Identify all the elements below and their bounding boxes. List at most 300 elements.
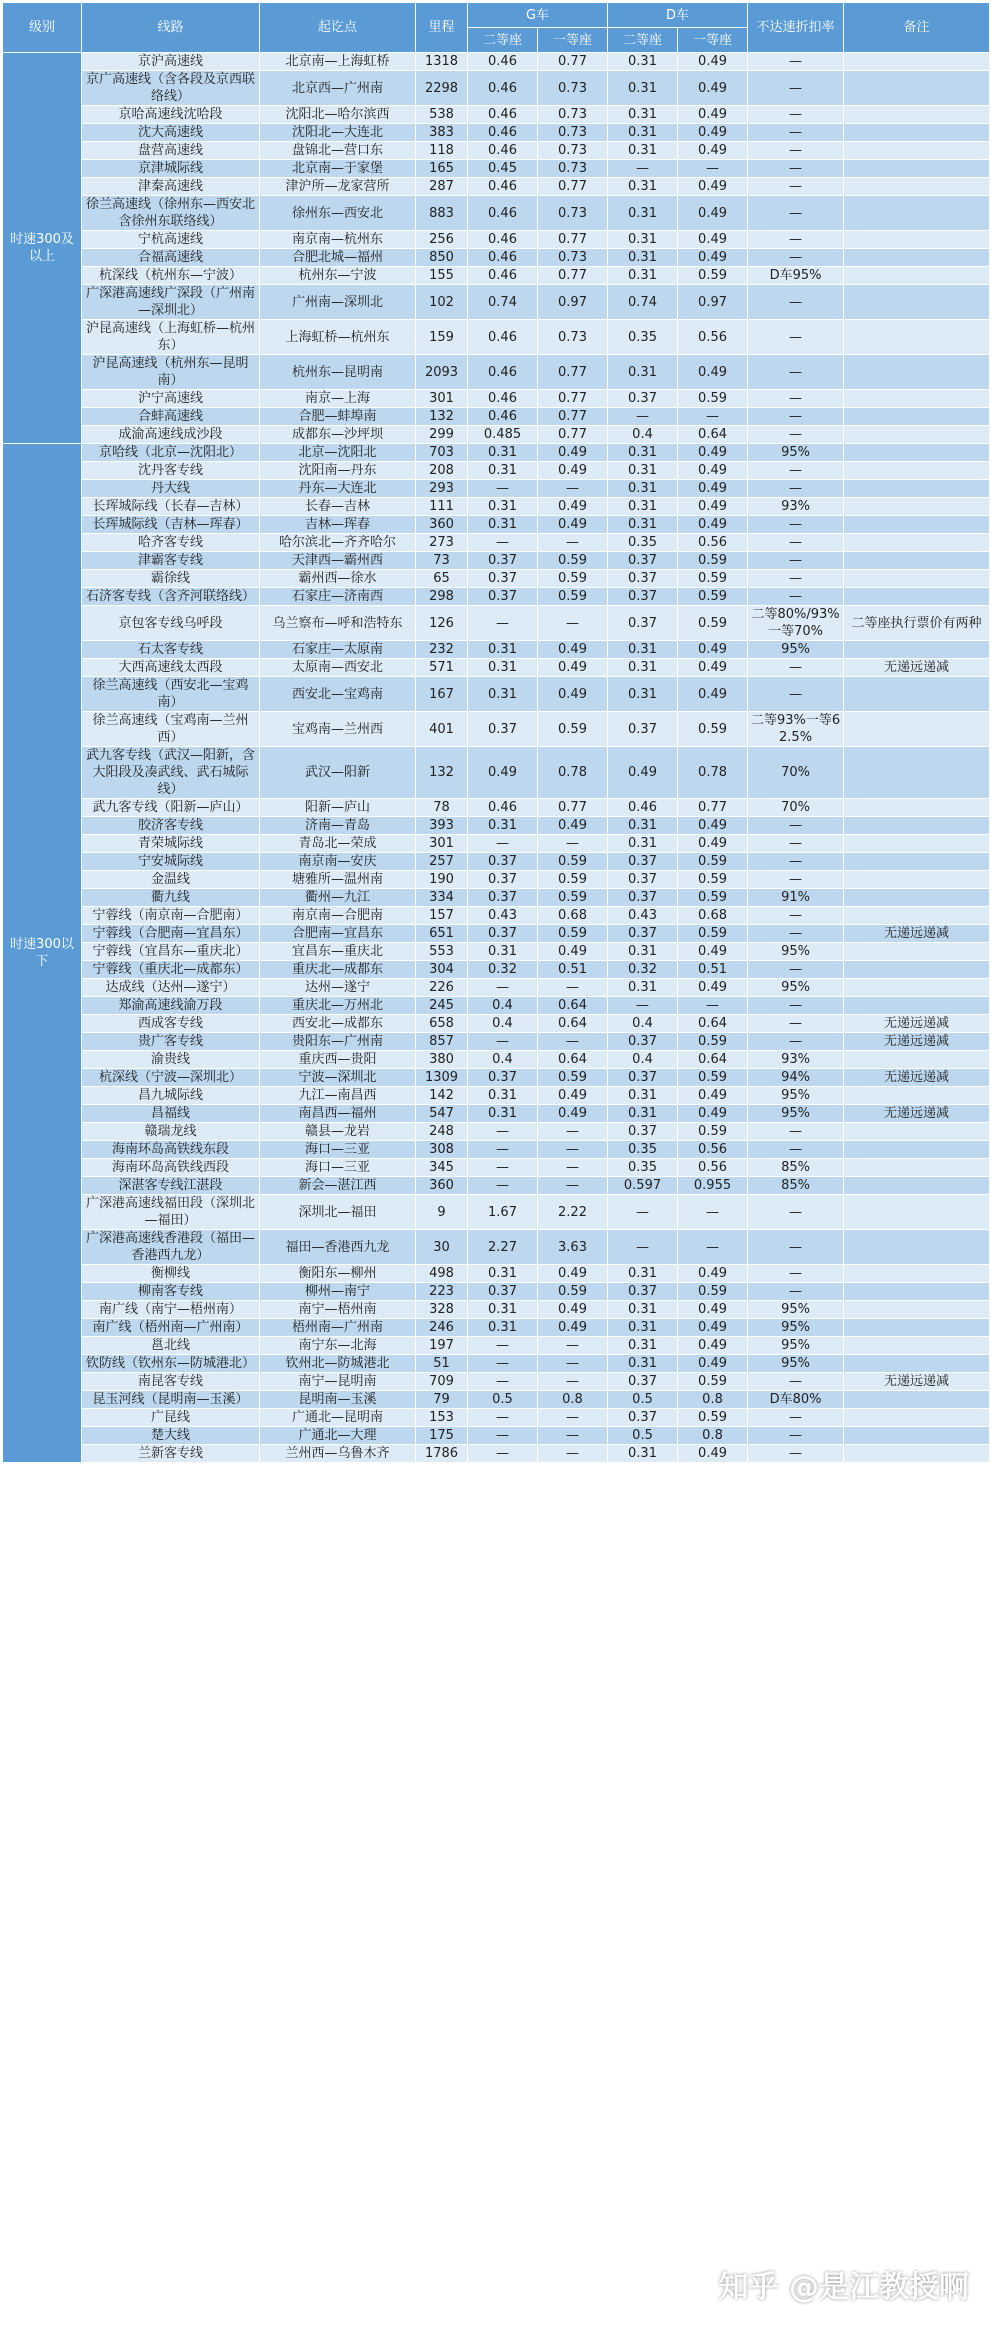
- cell-d-second-class: 0.31: [608, 641, 678, 659]
- cell-note: [844, 53, 990, 71]
- cell-g-first-class: 0.59: [538, 853, 608, 871]
- cell-note: [844, 961, 990, 979]
- table-row: [3, 943, 990, 961]
- cell-note: [844, 1195, 990, 1230]
- cell-endpoints: 福田—香港西九龙: [260, 1230, 416, 1265]
- cell-d-second-class: —: [608, 408, 678, 426]
- cell-discount: —: [748, 480, 844, 498]
- cell-line: 京沪高速线: [82, 53, 260, 71]
- cell-g-second-class: 0.46: [468, 408, 538, 426]
- table-row: [3, 925, 990, 943]
- cell-distance: 256: [416, 231, 468, 249]
- cell-endpoints: 赣县—龙岩: [260, 1123, 416, 1141]
- cell-d-second-class: 0.31: [608, 249, 678, 267]
- cell-d-second-class: 0.35: [608, 1141, 678, 1159]
- cell-d-first-class: 0.49: [678, 178, 748, 196]
- cell-endpoints: 钦州北—防城港北: [260, 1355, 416, 1373]
- cell-discount: —: [748, 1445, 844, 1463]
- cell-g-second-class: —: [468, 480, 538, 498]
- cell-g-second-class: 0.31: [468, 943, 538, 961]
- cell-d-second-class: 0.37: [608, 712, 678, 747]
- cell-d-second-class: 0.4: [608, 426, 678, 444]
- cell-note: [844, 231, 990, 249]
- cell-line: 京津城际线: [82, 160, 260, 178]
- cell-d-first-class: 0.49: [678, 943, 748, 961]
- cell-discount: 93%: [748, 498, 844, 516]
- cell-g-second-class: 0.46: [468, 142, 538, 160]
- cell-g-first-class: 0.73: [538, 106, 608, 124]
- cell-g-first-class: 0.77: [538, 390, 608, 408]
- cell-distance: 304: [416, 961, 468, 979]
- cell-discount: —: [748, 907, 844, 925]
- cell-discount: —: [748, 997, 844, 1015]
- cell-distance: 1318: [416, 53, 468, 71]
- cell-endpoints: 南宁—昆明南: [260, 1373, 416, 1391]
- cell-line: 青荣城际线: [82, 835, 260, 853]
- table-row: [3, 1069, 990, 1087]
- header-discount: 不达速折扣率: [748, 3, 844, 53]
- cell-endpoints: 西安北—宝鸡南: [260, 677, 416, 712]
- cell-g-second-class: 0.31: [468, 1301, 538, 1319]
- cell-d-first-class: 0.49: [678, 659, 748, 677]
- cell-discount: —: [748, 320, 844, 355]
- cell-line: 沈丹客专线: [82, 462, 260, 480]
- cell-d-first-class: 0.59: [678, 853, 748, 871]
- cell-d-first-class: —: [678, 997, 748, 1015]
- table-row: [3, 408, 990, 426]
- table-row: [3, 889, 990, 907]
- cell-d-first-class: 0.59: [678, 267, 748, 285]
- cell-endpoints: 天津西—霸州西: [260, 552, 416, 570]
- cell-level: 时速300及以上: [3, 53, 82, 444]
- cell-d-first-class: 0.49: [678, 498, 748, 516]
- table-row: [3, 1033, 990, 1051]
- cell-d-second-class: 0.37: [608, 1033, 678, 1051]
- table-row: [3, 1230, 990, 1265]
- table-row: [3, 462, 990, 480]
- cell-d-first-class: 0.59: [678, 712, 748, 747]
- cell-line: 京哈高速线沈哈段: [82, 106, 260, 124]
- cell-line: 京哈线（北京—沈阳北）: [82, 444, 260, 462]
- cell-distance: 142: [416, 1087, 468, 1105]
- cell-note: [844, 498, 990, 516]
- cell-distance: 65: [416, 570, 468, 588]
- cell-distance: 709: [416, 1373, 468, 1391]
- cell-note: [844, 249, 990, 267]
- cell-distance: 153: [416, 1409, 468, 1427]
- cell-d-second-class: 0.31: [608, 267, 678, 285]
- cell-g-second-class: 0.37: [468, 1069, 538, 1087]
- cell-g-second-class: —: [468, 1355, 538, 1373]
- cell-discount: —: [748, 106, 844, 124]
- table-row: [3, 444, 990, 462]
- cell-endpoints: 合肥—蚌埠南: [260, 408, 416, 426]
- cell-endpoints: 霸州西—徐水: [260, 570, 416, 588]
- cell-g-first-class: —: [538, 1427, 608, 1445]
- cell-d-first-class: 0.51: [678, 961, 748, 979]
- cell-d-second-class: 0.4: [608, 1051, 678, 1069]
- cell-d-second-class: 0.31: [608, 462, 678, 480]
- cell-note: [844, 943, 990, 961]
- cell-distance: 571: [416, 659, 468, 677]
- cell-distance: 2298: [416, 71, 468, 106]
- cell-endpoints: 太原南—西安北: [260, 659, 416, 677]
- cell-line: 昆玉河线（昆明南—玉溪）: [82, 1391, 260, 1409]
- cell-d-first-class: 0.49: [678, 979, 748, 997]
- cell-discount: 二等93%一等62.5%: [748, 712, 844, 747]
- cell-discount: —: [748, 871, 844, 889]
- cell-g-second-class: —: [468, 1409, 538, 1427]
- table-row: [3, 1105, 990, 1123]
- cell-distance: 2093: [416, 355, 468, 390]
- cell-d-first-class: —: [678, 1195, 748, 1230]
- cell-distance: 651: [416, 925, 468, 943]
- cell-distance: 293: [416, 480, 468, 498]
- cell-g-second-class: —: [468, 1123, 538, 1141]
- cell-g-second-class: 0.46: [468, 106, 538, 124]
- table-row: [3, 249, 990, 267]
- cell-distance: 538: [416, 106, 468, 124]
- cell-d-first-class: 0.955: [678, 1177, 748, 1195]
- cell-g-first-class: 0.49: [538, 659, 608, 677]
- cell-discount: 93%: [748, 1051, 844, 1069]
- cell-note: [844, 889, 990, 907]
- cell-d-first-class: 0.59: [678, 606, 748, 641]
- cell-g-first-class: 0.49: [538, 1265, 608, 1283]
- cell-line: 宁蓉线（宜昌东—重庆北）: [82, 943, 260, 961]
- cell-g-first-class: 0.77: [538, 231, 608, 249]
- header-line: 线路: [82, 3, 260, 53]
- cell-distance: 1786: [416, 1445, 468, 1463]
- cell-line: 成渝高速线成沙段: [82, 426, 260, 444]
- cell-d-second-class: 0.31: [608, 71, 678, 106]
- cell-distance: 383: [416, 124, 468, 142]
- header-distance: 里程: [416, 3, 468, 53]
- cell-note: [844, 1445, 990, 1463]
- cell-line: 海南环岛高铁线东段: [82, 1141, 260, 1159]
- cell-d-first-class: 0.64: [678, 426, 748, 444]
- cell-g-second-class: —: [468, 606, 538, 641]
- cell-g-second-class: —: [468, 1177, 538, 1195]
- cell-note: 二等座执行票价有两种: [844, 606, 990, 641]
- cell-d-second-class: 0.31: [608, 231, 678, 249]
- cell-d-second-class: 0.37: [608, 1069, 678, 1087]
- cell-g-second-class: —: [468, 835, 538, 853]
- cell-line: 徐兰高速线（宝鸡南—兰州西）: [82, 712, 260, 747]
- cell-line: 杭深线（宁波—深圳北）: [82, 1069, 260, 1087]
- cell-note: [844, 178, 990, 196]
- cell-discount: —: [748, 925, 844, 943]
- cell-line: 宁蓉线（重庆北—成都东）: [82, 961, 260, 979]
- cell-discount: —: [748, 1373, 844, 1391]
- cell-endpoints: 合肥北城—福州: [260, 249, 416, 267]
- cell-d-first-class: —: [678, 160, 748, 178]
- cell-d-first-class: 0.97: [678, 285, 748, 320]
- cell-g-second-class: 0.32: [468, 961, 538, 979]
- cell-g-first-class: 3.63: [538, 1230, 608, 1265]
- cell-discount: —: [748, 178, 844, 196]
- cell-d-second-class: 0.37: [608, 871, 678, 889]
- header-note: 备注: [844, 3, 990, 53]
- table-row: [3, 480, 990, 498]
- cell-line: 郑渝高速线渝万段: [82, 997, 260, 1015]
- cell-g-first-class: 0.73: [538, 320, 608, 355]
- cell-note: [844, 320, 990, 355]
- header-d-second-class: 二等座: [608, 28, 678, 53]
- cell-line: 长珲城际线（长春—吉林）: [82, 498, 260, 516]
- cell-d-first-class: 0.64: [678, 1051, 748, 1069]
- cell-endpoints: 南京南—杭州东: [260, 231, 416, 249]
- cell-endpoints: 徐州东—西安北: [260, 196, 416, 231]
- cell-note: [844, 677, 990, 712]
- cell-g-second-class: 0.46: [468, 799, 538, 817]
- cell-line: 长珲城际线（吉林—珲春）: [82, 516, 260, 534]
- cell-d-first-class: 0.59: [678, 1033, 748, 1051]
- cell-d-second-class: 0.31: [608, 196, 678, 231]
- cell-endpoints: 重庆北—成都东: [260, 961, 416, 979]
- cell-g-second-class: 0.46: [468, 124, 538, 142]
- cell-discount: —: [748, 231, 844, 249]
- cell-line: 哈齐客专线: [82, 534, 260, 552]
- cell-d-second-class: 0.31: [608, 142, 678, 160]
- header-endpoints: 起讫点: [260, 3, 416, 53]
- cell-discount: —: [748, 516, 844, 534]
- cell-line: 沪宁高速线: [82, 390, 260, 408]
- cell-discount: —: [748, 390, 844, 408]
- cell-distance: 850: [416, 249, 468, 267]
- cell-note: [844, 1337, 990, 1355]
- cell-d-second-class: 0.35: [608, 1159, 678, 1177]
- cell-distance: 248: [416, 1123, 468, 1141]
- cell-g-first-class: 0.73: [538, 71, 608, 106]
- table-row: [3, 390, 990, 408]
- cell-d-second-class: 0.35: [608, 320, 678, 355]
- cell-d-second-class: 0.37: [608, 570, 678, 588]
- cell-distance: 498: [416, 1265, 468, 1283]
- cell-endpoints: 北京西—广州南: [260, 71, 416, 106]
- cell-discount: 95%: [748, 1319, 844, 1337]
- cell-distance: 1309: [416, 1069, 468, 1087]
- cell-line: 南广线（梧州南—广州南）: [82, 1319, 260, 1337]
- cell-note: [844, 516, 990, 534]
- cell-distance: 328: [416, 1301, 468, 1319]
- cell-note: 无递远递减: [844, 1033, 990, 1051]
- cell-line: 楚大线: [82, 1427, 260, 1445]
- cell-d-first-class: 0.49: [678, 444, 748, 462]
- cell-endpoints: 北京—沈阳北: [260, 444, 416, 462]
- cell-g-second-class: 1.67: [468, 1195, 538, 1230]
- cell-g-second-class: 0.31: [468, 1265, 538, 1283]
- cell-line: 津霸客专线: [82, 552, 260, 570]
- cell-d-second-class: 0.43: [608, 907, 678, 925]
- cell-d-first-class: 0.59: [678, 1283, 748, 1301]
- cell-d-second-class: 0.5: [608, 1427, 678, 1445]
- cell-discount: —: [748, 53, 844, 71]
- cell-endpoints: 成都东—沙坪坝: [260, 426, 416, 444]
- cell-endpoints: 南京南—合肥南: [260, 907, 416, 925]
- cell-d-second-class: 0.32: [608, 961, 678, 979]
- table-row: [3, 907, 990, 925]
- table-row: [3, 835, 990, 853]
- cell-note: [844, 534, 990, 552]
- cell-d-first-class: 0.49: [678, 1445, 748, 1463]
- cell-g-second-class: 0.46: [468, 196, 538, 231]
- cell-endpoints: 上海虹桥—杭州东: [260, 320, 416, 355]
- table-row: [3, 231, 990, 249]
- table-row: [3, 747, 990, 799]
- cell-note: [844, 1141, 990, 1159]
- cell-endpoints: 宝鸡南—兰州西: [260, 712, 416, 747]
- cell-distance: 102: [416, 285, 468, 320]
- cell-d-first-class: 0.56: [678, 1141, 748, 1159]
- table-row: [3, 1337, 990, 1355]
- cell-g-second-class: 0.31: [468, 516, 538, 534]
- cell-g-second-class: 0.37: [468, 570, 538, 588]
- cell-endpoints: 吉林—珲春: [260, 516, 416, 534]
- table-row: [3, 1427, 990, 1445]
- cell-line: 南昆客专线: [82, 1373, 260, 1391]
- cell-d-first-class: 0.59: [678, 1409, 748, 1427]
- cell-d-first-class: 0.56: [678, 320, 748, 355]
- cell-discount: 85%: [748, 1159, 844, 1177]
- cell-d-second-class: 0.31: [608, 1337, 678, 1355]
- cell-note: [844, 1265, 990, 1283]
- cell-line: 兰新客专线: [82, 1445, 260, 1463]
- cell-g-second-class: 0.31: [468, 1105, 538, 1123]
- header-g-second-class: 二等座: [468, 28, 538, 53]
- cell-d-second-class: 0.4: [608, 1015, 678, 1033]
- cell-d-second-class: 0.37: [608, 853, 678, 871]
- cell-endpoints: 重庆北—万州北: [260, 997, 416, 1015]
- table-row: [3, 267, 990, 285]
- cell-discount: —: [748, 817, 844, 835]
- cell-line: 广深港高速线广深段（广州南—深圳北）: [82, 285, 260, 320]
- cell-g-second-class: 0.46: [468, 390, 538, 408]
- cell-g-second-class: 0.45: [468, 160, 538, 178]
- cell-discount: —: [748, 853, 844, 871]
- cell-d-first-class: 0.49: [678, 641, 748, 659]
- cell-d-first-class: 0.49: [678, 142, 748, 160]
- cell-d-second-class: 0.37: [608, 1409, 678, 1427]
- cell-note: [844, 712, 990, 747]
- cell-line: 徐兰高速线（西安北—宝鸡南）: [82, 677, 260, 712]
- cell-g-second-class: 0.31: [468, 659, 538, 677]
- cell-endpoints: 沈阳南—丹东: [260, 462, 416, 480]
- table-row: [3, 1195, 990, 1230]
- cell-distance: 118: [416, 142, 468, 160]
- cell-endpoints: 北京南—于家堡: [260, 160, 416, 178]
- cell-line: 邕北线: [82, 1337, 260, 1355]
- cell-d-second-class: 0.37: [608, 1123, 678, 1141]
- cell-g-second-class: 0.37: [468, 712, 538, 747]
- cell-line: 丹大线: [82, 480, 260, 498]
- cell-note: [844, 160, 990, 178]
- cell-line: 达成线（达州—遂宁）: [82, 979, 260, 997]
- cell-discount: —: [748, 71, 844, 106]
- table-row: [3, 1159, 990, 1177]
- cell-d-first-class: 0.49: [678, 835, 748, 853]
- cell-g-second-class: 0.46: [468, 249, 538, 267]
- cell-d-first-class: 0.59: [678, 925, 748, 943]
- cell-distance: 257: [416, 853, 468, 871]
- table-row: [3, 196, 990, 231]
- cell-d-second-class: 0.37: [608, 889, 678, 907]
- cell-d-second-class: 0.31: [608, 516, 678, 534]
- cell-g-first-class: 0.49: [538, 943, 608, 961]
- cell-line: 武九客专线（武汉—阳新，含大阳段及凑武线、武石城际线）: [82, 747, 260, 799]
- cell-line: 衢九线: [82, 889, 260, 907]
- cell-line: 贵广客专线: [82, 1033, 260, 1051]
- header-d-car: D车: [608, 3, 748, 28]
- cell-discount: —: [748, 1015, 844, 1033]
- cell-endpoints: 哈尔滨北—齐齐哈尔: [260, 534, 416, 552]
- cell-g-first-class: 0.59: [538, 588, 608, 606]
- cell-note: [844, 426, 990, 444]
- cell-note: [844, 979, 990, 997]
- cell-note: [844, 588, 990, 606]
- cell-endpoints: 沈阳北—大连北: [260, 124, 416, 142]
- cell-distance: 73: [416, 552, 468, 570]
- cell-d-second-class: 0.31: [608, 178, 678, 196]
- cell-d-second-class: 0.37: [608, 390, 678, 408]
- cell-d-second-class: 0.37: [608, 1283, 678, 1301]
- cell-discount: —: [748, 570, 844, 588]
- cell-distance: 393: [416, 817, 468, 835]
- cell-note: [844, 835, 990, 853]
- cell-discount: 91%: [748, 889, 844, 907]
- cell-endpoints: 乌兰察布—呼和浩特东: [260, 606, 416, 641]
- cell-g-first-class: 0.73: [538, 142, 608, 160]
- cell-g-first-class: 0.59: [538, 570, 608, 588]
- cell-endpoints: 长春—吉林: [260, 498, 416, 516]
- cell-g-second-class: 0.4: [468, 1015, 538, 1033]
- cell-d-first-class: 0.49: [678, 196, 748, 231]
- cell-d-first-class: 0.49: [678, 1319, 748, 1337]
- table-row: [3, 160, 990, 178]
- cell-g-first-class: 0.59: [538, 712, 608, 747]
- table-row: [3, 285, 990, 320]
- cell-g-first-class: 0.77: [538, 267, 608, 285]
- cell-discount: —: [748, 835, 844, 853]
- cell-endpoints: 津沪所—龙家营所: [260, 178, 416, 196]
- watermark: 知乎 @是江教授啊: [718, 2270, 969, 2305]
- cell-discount: —: [748, 462, 844, 480]
- cell-distance: 401: [416, 712, 468, 747]
- cell-discount: —: [748, 1123, 844, 1141]
- cell-d-first-class: 0.56: [678, 1159, 748, 1177]
- cell-note: [844, 1159, 990, 1177]
- cell-distance: 190: [416, 871, 468, 889]
- cell-note: [844, 871, 990, 889]
- cell-note: [844, 462, 990, 480]
- header-g-first-class: 一等座: [538, 28, 608, 53]
- cell-g-second-class: 0.31: [468, 498, 538, 516]
- cell-g-second-class: 0.31: [468, 444, 538, 462]
- cell-endpoints: 北京南—上海虹桥: [260, 53, 416, 71]
- cell-d-first-class: 0.59: [678, 570, 748, 588]
- cell-note: [844, 196, 990, 231]
- table-row: [3, 320, 990, 355]
- cell-endpoints: 盘锦北—营口东: [260, 142, 416, 160]
- cell-endpoints: 重庆西—贵阳: [260, 1051, 416, 1069]
- cell-g-second-class: 0.37: [468, 925, 538, 943]
- cell-g-first-class: 0.49: [538, 498, 608, 516]
- table-row: [3, 1445, 990, 1463]
- cell-distance: 883: [416, 196, 468, 231]
- cell-distance: 245: [416, 997, 468, 1015]
- cell-endpoints: 九江—南昌西: [260, 1087, 416, 1105]
- cell-d-second-class: —: [608, 160, 678, 178]
